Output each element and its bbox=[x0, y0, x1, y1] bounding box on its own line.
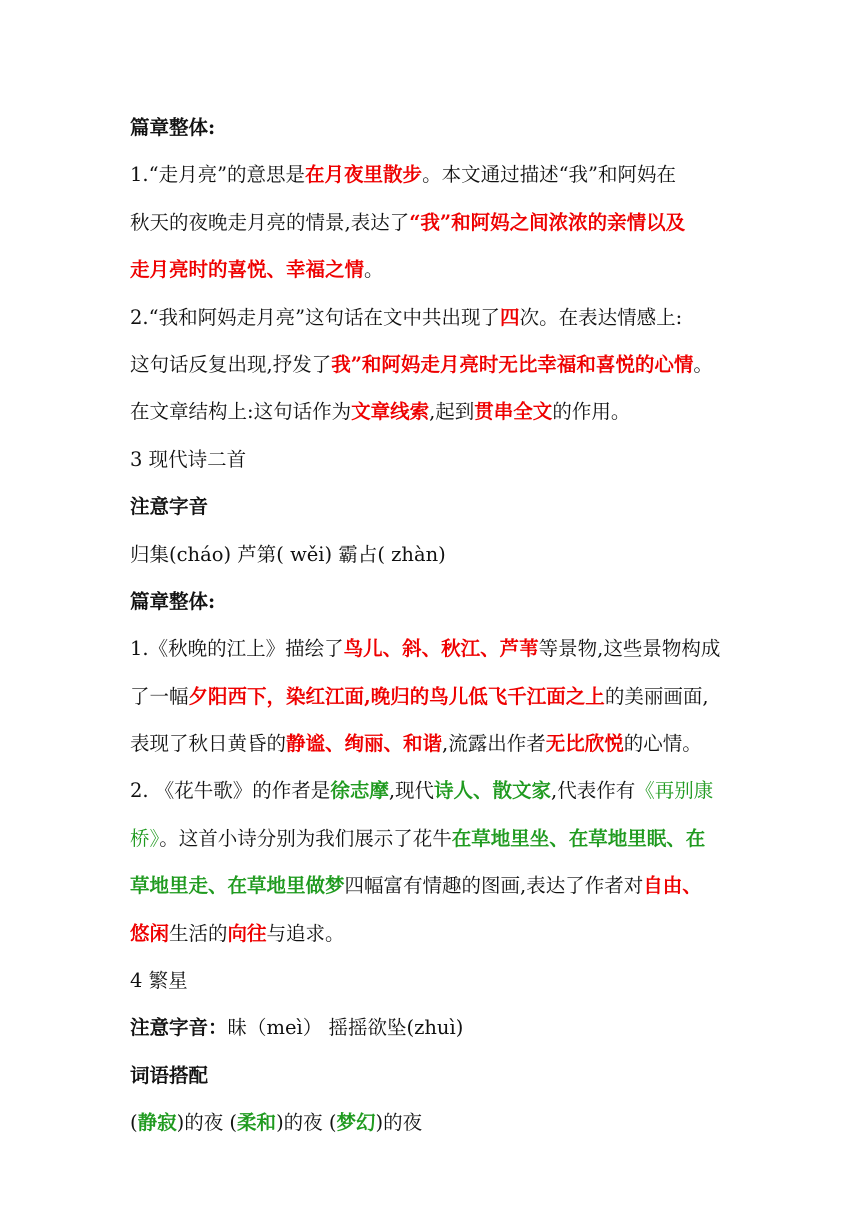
text-line bbox=[130, 720, 740, 767]
body-text: 生活的 bbox=[169, 921, 228, 945]
heading-text: 注意字音： bbox=[130, 1016, 228, 1040]
text-line bbox=[130, 531, 740, 578]
body-text: 了一幅 bbox=[130, 684, 189, 708]
heading-text: 篇章整体: bbox=[130, 116, 216, 139]
heading-text: 注意字音 bbox=[130, 495, 209, 519]
highlight-red-text: 贯串全文 bbox=[474, 400, 553, 424]
body-text: 表现了秋日黄昏的 bbox=[130, 732, 287, 756]
highlight-green-text: 徐志摩 bbox=[330, 779, 389, 803]
document-page bbox=[130, 104, 740, 1147]
text-line bbox=[130, 294, 740, 341]
highlight-red-text: 夕阳西下，染红江面,晚归的鸟儿低飞千江面之上 bbox=[188, 684, 605, 708]
highlight-red-text: 静谧、绚丽、和谐 bbox=[286, 732, 443, 756]
body-text: )的夜 bbox=[375, 1111, 423, 1135]
highlight-red-text: 走月亮时的喜悦、幸福之情 bbox=[130, 258, 365, 282]
text-line bbox=[130, 199, 740, 246]
body-text: 4 繁星 bbox=[130, 969, 188, 993]
text-line bbox=[130, 673, 740, 720]
text-line bbox=[130, 578, 740, 625]
highlight-green-text: 《再别康 bbox=[635, 779, 714, 803]
highlight-green-text: 诗人、散文家 bbox=[434, 779, 552, 803]
text-line bbox=[130, 388, 740, 435]
body-text: 昧（meì） 摇摇欲坠(zhuì) bbox=[227, 1016, 464, 1040]
body-text: 。 bbox=[364, 258, 384, 282]
body-text: 3 现代诗二首 bbox=[130, 447, 247, 471]
highlight-green-text: 桥》 bbox=[130, 826, 160, 850]
highlight-red-text: 鸟儿、斜、秋江、芦苇 bbox=[343, 637, 539, 661]
body-text: ,代表作有 bbox=[551, 779, 636, 803]
body-text: 的心情。 bbox=[623, 732, 702, 756]
body-text: )的夜 ( bbox=[276, 1111, 337, 1135]
highlight-red-text: 悠闲 bbox=[130, 921, 170, 945]
highlight-green-text: 在草地里坐、在草地里眠、在 bbox=[451, 826, 706, 850]
body-text: 四幅富有情趣的图画,表达了作者对 bbox=[344, 874, 644, 898]
text-line bbox=[130, 436, 740, 483]
body-text: 与追求。 bbox=[266, 921, 345, 945]
text-line bbox=[130, 341, 740, 388]
body-text: 2.“我和阿妈走月亮”这句话在文中共出现了 bbox=[130, 305, 501, 329]
body-text: 秋天的夜晚走月亮的情景,表达了 bbox=[130, 210, 410, 234]
heading-text: 词语搭配 bbox=[130, 1063, 209, 1087]
body-text: 等景物,这些景物构成 bbox=[538, 637, 721, 661]
highlight-red-text: 无比欣悦 bbox=[545, 732, 624, 756]
highlight-green-text: 静寂 bbox=[137, 1111, 177, 1135]
body-text: )的夜 ( bbox=[176, 1111, 238, 1135]
body-text: 在文章结构上:这句话作为 bbox=[130, 400, 352, 424]
body-text: ,流露出作者 bbox=[442, 732, 546, 756]
highlight-red-text: 我”和阿妈走月亮时无比幸福和喜悦的心情 bbox=[331, 352, 694, 376]
text-line bbox=[130, 1099, 740, 1146]
text-line bbox=[130, 625, 740, 672]
body-text: 次。在表达情感上: bbox=[519, 305, 683, 329]
highlight-red-text: 向往 bbox=[227, 921, 267, 945]
highlight-green-text: 柔和 bbox=[237, 1111, 277, 1135]
body-text: 的作用。 bbox=[552, 400, 631, 424]
body-text: 归集(cháo) 芦第( wěi) 霸占( zhàn) bbox=[130, 542, 446, 566]
text-line bbox=[130, 246, 740, 293]
body-text: 这句话反复出现,抒发了 bbox=[130, 352, 332, 376]
text-line bbox=[130, 957, 740, 1004]
text-line bbox=[130, 862, 740, 909]
body-text: 1.“走月亮”的意思是 bbox=[130, 163, 306, 187]
text-line bbox=[130, 910, 740, 957]
body-text: 的美丽画面, bbox=[604, 684, 709, 708]
body-text: ( bbox=[130, 1111, 138, 1135]
text-line bbox=[130, 104, 740, 151]
text-line bbox=[130, 1052, 740, 1099]
heading-text: 篇章整体: bbox=[130, 589, 216, 613]
body-text: 。 bbox=[693, 352, 713, 376]
text-line bbox=[130, 151, 740, 198]
highlight-green-text: 草地里走、在草地里做梦 bbox=[130, 874, 345, 898]
text-line bbox=[130, 767, 740, 814]
highlight-green-text: 梦幻 bbox=[336, 1111, 376, 1135]
body-text: ,起到 bbox=[429, 400, 475, 424]
highlight-red-text: “我”和阿妈之间浓浓的亲情以及 bbox=[409, 210, 686, 234]
highlight-red-text: 文章线索 bbox=[351, 400, 430, 424]
highlight-red-text: 在月夜里散步 bbox=[305, 163, 423, 187]
highlight-red-text: 自由、 bbox=[643, 874, 702, 898]
body-text: 。本文通过描述“我”和阿妈在 bbox=[422, 163, 677, 187]
body-text: ,现代 bbox=[388, 779, 435, 803]
body-text: 2. 《花牛歌》的作者是 bbox=[130, 779, 331, 803]
text-line bbox=[130, 1004, 740, 1051]
text-line bbox=[130, 815, 740, 862]
body-text: 。这首小诗分别为我们展示了花牛 bbox=[159, 826, 452, 850]
highlight-red-text: 四 bbox=[500, 305, 520, 329]
text-line bbox=[130, 483, 740, 530]
body-text: 1.《秋晚的江上》描绘了 bbox=[130, 637, 344, 661]
